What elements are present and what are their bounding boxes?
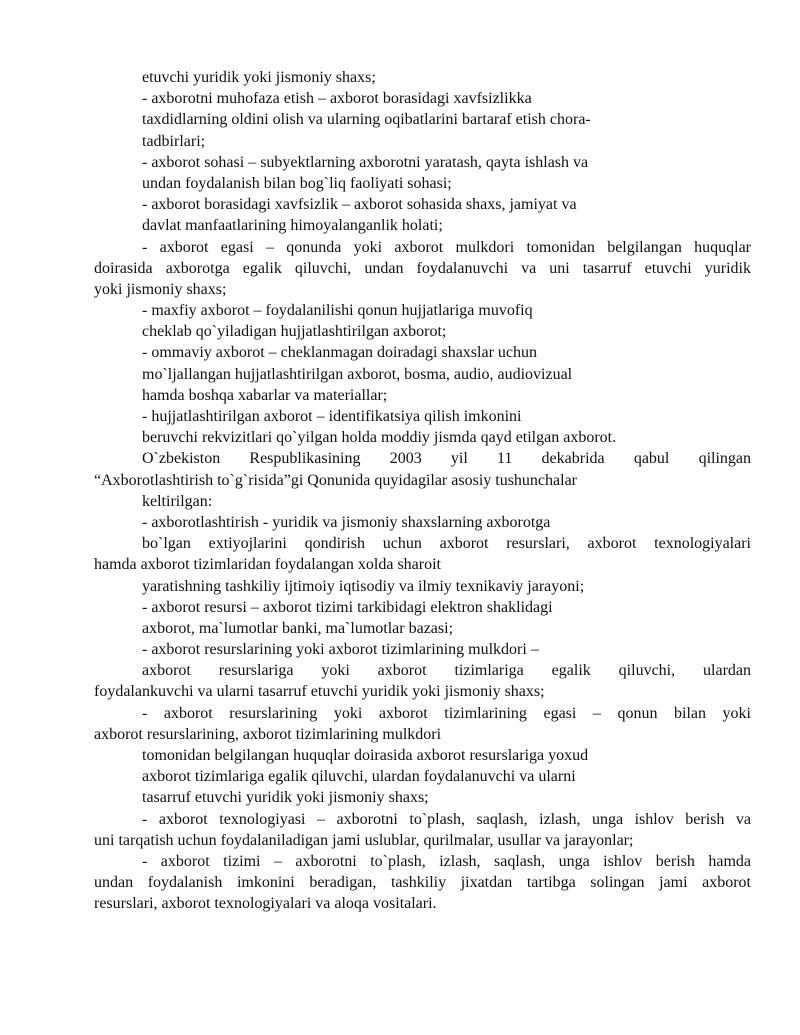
text-line: davlat manfaatlarining himoyalanganlik holati; <box>142 217 443 235</box>
text-line: tadbirlari; <box>142 132 206 150</box>
text-line: tomonidan belgilangan huquqlar doirasida axborot resurslariga yoxud <box>142 747 589 764</box>
text-line: tasarruf etuvchi yuridik yoki jismoniy shaxs; <box>142 789 429 807</box>
text-line: hamda axborot tizimlaridan foydalangan xolda sharoit <box>94 556 441 574</box>
text-line: etuvchi yuridik yoki jismoniy shaxs; <box>142 69 376 86</box>
text-line: - axborot egasi – qonunda yoki axborot mulkdori tomonidan belgilangan huquqlar <box>142 238 751 256</box>
text-line: - axborotlashtirish - yuridik va jismoniy shaxslarning axborotga <box>142 513 551 531</box>
text-line: undan foydalanish imkonini beradigan, tashkiliy jixatdan tartibga solingan jami axborot <box>94 874 751 892</box>
text-line: undan foydalanish bilan bog`liq faoliyati sohasi; <box>142 174 452 192</box>
text-line: - axborot borasidagi xavfsizlik – axborot sohasida shaxs, jamiyat va <box>142 196 577 214</box>
text-line: foydalankuvchi va ularni tasarruf etuvchi yuridik yoki jismoniy shaxs; <box>94 683 545 701</box>
text-line: keltirilgan: <box>142 492 213 510</box>
text-line: - axborot resurslarining yoki axborot tizimlarining egasi – qonun bilan yoki <box>142 704 751 722</box>
text-line: “Axborotlashtirish to`g`risida”gi Qonunida quyidagilar asosiy tushunchalar <box>94 471 578 489</box>
text-line: beruvchi rekvizitlari qo`yilgan holda moddiy jismda qayd etilgan axborot. <box>142 429 617 447</box>
text-line: doirasida axborotga egalik qiluvchi, undan foydalanuvchi va uni tasarruf etuvchi yuridik <box>94 259 751 277</box>
text-line: - maxfiy axborot – foydalanilishi qonun hujjatlariga muvofiq <box>142 302 533 320</box>
text-line: - axborot texnologiyasi – axborotni to`plash, saqlash, izlash, unga ishlov berish va <box>142 810 751 828</box>
text-line: - axborot tizimi – axborotni to`plash, izlash, saqlash, unga ishlov berish hamda <box>142 852 751 870</box>
text-line: axborot tizimlariga egalik qiluvchi, ulardan foydalanuvchi va ularni <box>142 768 576 786</box>
text-line: bo`lgan extiyojlarini qondirish uchun axborot resurslari, axborot texnologiyalari <box>142 535 751 553</box>
text-line: - axborot resursi – axborot tizimi tarkibidagi elektron shaklidagi <box>142 598 553 616</box>
text-line: axborot resurslarining, axborot tizimlarining mulkdori <box>94 725 442 743</box>
text-line: - ommaviy axborot – cheklanmagan doiradagi shaxslar uchun <box>142 344 537 362</box>
text-line: taxdidlarning oldini olish va ularning oqibatlarini bartaraf etish chora- <box>142 111 591 129</box>
text-line: - axborot resurslarining yoki axborot tizimlarining mulkdori – <box>142 641 539 659</box>
text-line: - axborotni muhofaza etish – axborot borasidagi xavfsizlikka <box>142 90 532 108</box>
text-line: resurslari, axborot texnologiyalari va aloqa vositalari. <box>94 895 437 913</box>
text-line: yaratishning tashkiliy ijtimoiy iqtisodiy va ilmiy texnikaviy jarayoni; <box>142 577 585 595</box>
text-line: yoki jismoniy shaxs; <box>94 280 227 298</box>
text-line: - hujjatlashtirilgan axborot – identifikatsiya qilish imkonini <box>142 408 522 425</box>
text-line: O`zbekiston Respublikasining 2003 yil 11 dekabrida qabul qilingan <box>142 450 751 468</box>
text-line: mo`ljallangan hujjatlashtirilgan axborot, bosma, audio, audiovizual <box>142 365 573 383</box>
text-line: cheklab qo`yiladigan hujjatlashtirilgan axborot; <box>142 323 447 341</box>
text-line: hamda boshqa xabarlar va materiallar; <box>142 386 388 404</box>
text-line: uni tarqatish uchun foydalaniladigan jami uslublar, qurilmalar, usullar va jarayonlar; <box>94 831 634 849</box>
text-line: axborot resurslariga yoki axborot tizimlariga egalik qiluvchi, ulardan <box>142 662 751 680</box>
body-text <box>94 67 751 915</box>
text-line: - axborot sohasi – subyektlarning axborotni yaratash, qayta ishlash va <box>142 153 589 171</box>
text-line: axborot, ma`lumotlar banki, ma`lumotlar bazasi; <box>142 619 454 637</box>
